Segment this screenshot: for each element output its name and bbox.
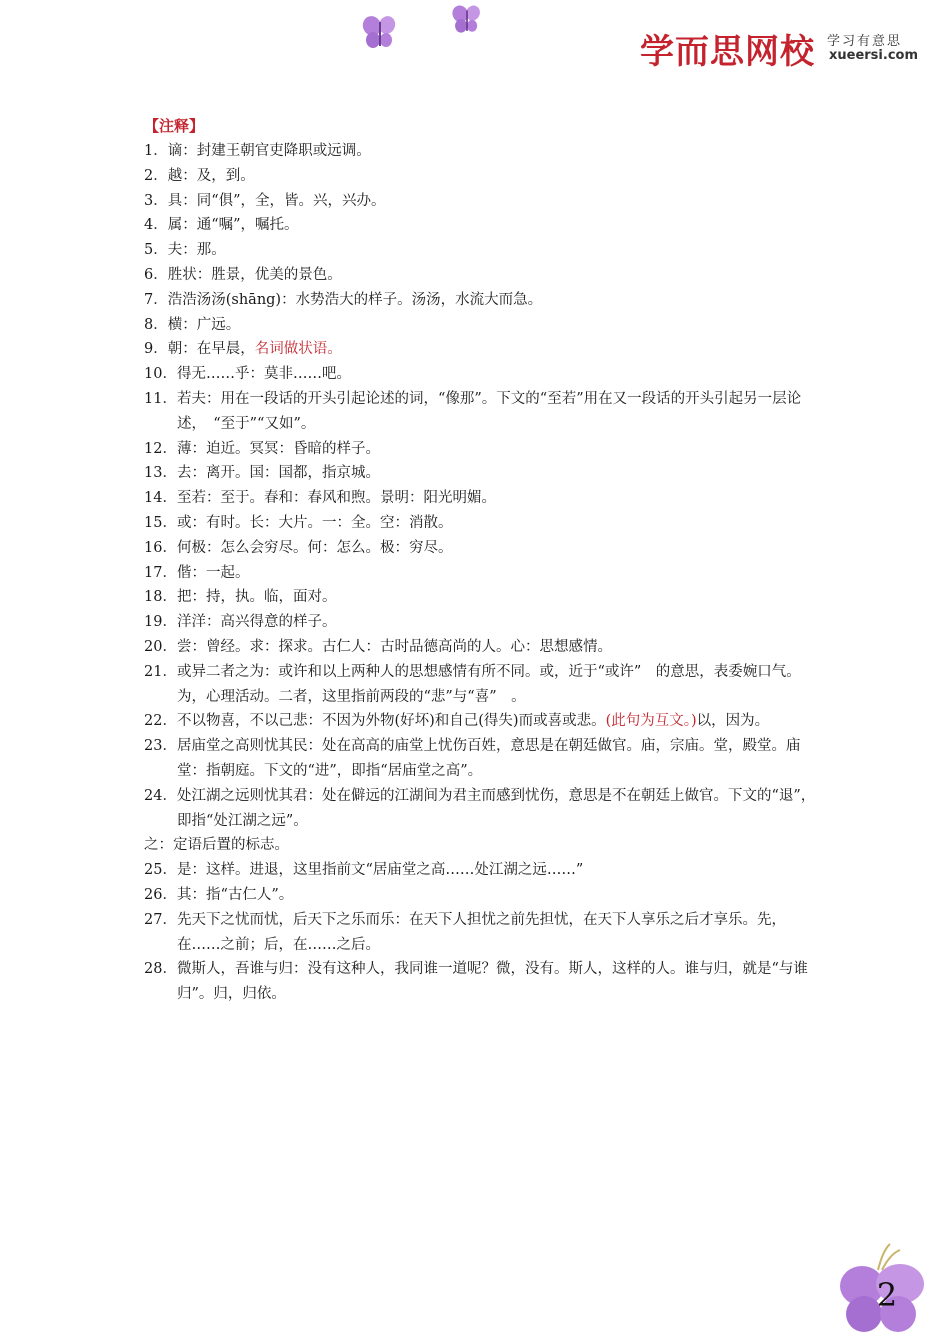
note-number: 23．	[144, 738, 177, 755]
page-number: 2	[876, 1276, 898, 1314]
note-body	[177, 387, 819, 437]
section-title: 【注释】	[144, 117, 205, 135]
note-body	[177, 511, 819, 536]
note-item	[144, 437, 819, 462]
note-number: 1．	[144, 143, 168, 159]
note-number: 21．	[144, 663, 177, 680]
note-text: 偕：一起。	[176, 564, 250, 581]
note-number: 4．	[144, 217, 168, 234]
note-body	[177, 883, 819, 908]
note-body	[144, 833, 819, 858]
note-item	[144, 957, 819, 1007]
note-body	[177, 957, 819, 1007]
note-number: 6．	[144, 266, 168, 283]
note-item	[144, 908, 819, 958]
note-number: 13．	[144, 465, 177, 482]
butterfly-icon	[450, 2, 484, 36]
note-number: 10．	[144, 366, 177, 383]
note-number: 22．	[144, 713, 177, 730]
note-text: 横：广远。	[167, 316, 241, 333]
note-item	[144, 660, 819, 710]
note-body	[168, 238, 819, 263]
note-number: 7．	[144, 291, 168, 308]
butterfly-icon	[360, 12, 400, 52]
note-item	[144, 461, 819, 486]
note-text: 谪：封建王朝官吏降职或远调。	[167, 143, 371, 159]
note-number: 19．	[144, 614, 177, 631]
note-text: 薄：迫近。冥冥：昏暗的样子。	[176, 440, 380, 457]
note-body	[177, 734, 819, 784]
note-body	[168, 139, 819, 164]
note-item	[144, 362, 819, 387]
note-body	[177, 536, 819, 561]
note-text: 居庙堂之高则忧其民：处在高高的庙堂上忧伤百姓，意思是在朝廷做官。庙，宗庙。堂，殿堂。庙堂：指朝庭。下文的“进”，即指“居庙堂之高”。	[176, 738, 801, 779]
note-number: 11．	[144, 390, 177, 407]
note-text: 先天下之忧而忧，后天下之乐而乐：在天下人担忧之前先担忧，在天下人享乐之后才享乐。先，在……之前；后，在……之后。	[176, 911, 786, 953]
note-body	[177, 709, 819, 734]
note-text: 或：有时。长：大片。一：全。空：消散。	[176, 514, 453, 531]
note-body	[168, 164, 819, 189]
note-item	[144, 238, 819, 263]
note-number: 26．	[144, 886, 177, 903]
note-number: 18．	[144, 589, 177, 606]
note-item	[144, 139, 819, 164]
note-number: 16．	[144, 539, 177, 556]
note-body	[168, 337, 819, 362]
note-item	[144, 189, 819, 214]
note-text: 或异二者之为：或许和以上两种人的思想感情有所不同。或，近于“或许” 的意思，表委婉口气。为，心理活动。二者，这里指前两段的“悲”与“喜” 。	[176, 663, 801, 705]
note-text: 是：这样。进退，这里指前文“居庙堂之高……处江湖之远……”	[176, 862, 584, 879]
note-number: 8．	[144, 316, 168, 333]
note-body	[168, 263, 819, 288]
note-body	[177, 635, 819, 660]
note-text: 洋洋：高兴得意的样子。	[176, 614, 337, 631]
note-item	[144, 784, 819, 834]
note-text: 尝：曾经。求：探求。古仁人：古时品德高尚的人。心：思想感情。	[176, 638, 612, 655]
note-item	[144, 536, 819, 561]
note-item	[144, 164, 819, 189]
note-number: 17．	[144, 564, 177, 581]
note-number: 5．	[144, 242, 168, 259]
note-text: 夫：那。	[167, 242, 226, 259]
note-item	[144, 585, 819, 610]
note-body	[168, 189, 819, 214]
note-number: 25．	[144, 862, 177, 879]
note-number: 28．	[144, 961, 177, 978]
note-text: 至若：至于。春和：春风和煦。景明：阳光明媚。	[176, 490, 496, 507]
note-text: 越：及，到。	[167, 167, 255, 184]
note-number: 2．	[144, 167, 168, 184]
note-number: 9．	[144, 341, 168, 358]
note-item	[144, 833, 819, 858]
note-text: 朝：在早晨，	[167, 341, 255, 358]
note-item	[144, 511, 819, 536]
note-item	[144, 387, 819, 437]
note-body	[177, 660, 819, 710]
note-item	[144, 337, 819, 362]
note-item	[144, 610, 819, 635]
note-text: 之：定语后置的标志。	[144, 837, 289, 854]
note-body	[177, 585, 819, 610]
note-text: 若夫：用在一段话的开头引起论述的词，“像那”。下文的“至若”用在又一段话的开头引起另一层论述， “至于”“又如”。	[176, 390, 802, 432]
note-text: 何极：怎么会穷尽。何：怎么。极：穷尽。	[176, 539, 453, 556]
note-body	[168, 313, 819, 338]
note-text: 不以物喜，不以己悲：不因为外物(好坏)和自己(得失)而或喜或悲。	[176, 713, 606, 730]
brand-domain: xueersi.com	[829, 48, 919, 63]
note-item	[144, 709, 819, 734]
note-item	[144, 635, 819, 660]
note-text: 浩浩汤汤(shāng)：水势浩大的样子。汤汤，水流大而急。	[167, 291, 543, 308]
note-number: 15．	[144, 514, 177, 531]
note-body	[177, 461, 819, 486]
note-item	[144, 858, 819, 883]
note-text: 去：离开。国：国都，指京城。	[176, 465, 380, 482]
note-number: 12．	[144, 440, 177, 457]
note-highlight: (此句为互文。)	[605, 713, 697, 730]
annotations-section	[144, 114, 819, 1007]
note-item	[144, 213, 819, 238]
note-body	[177, 908, 819, 958]
note-body	[177, 362, 819, 387]
note-number: 27．	[144, 911, 177, 928]
note-number: 14．	[144, 490, 177, 507]
note-body	[177, 486, 819, 511]
note-number: 3．	[144, 192, 168, 209]
note-item	[144, 561, 819, 586]
note-text: 得无……乎：莫非……吧。	[176, 366, 351, 383]
note-text: 具：同“俱”，全，皆。兴，兴办。	[167, 192, 386, 209]
note-text: 胜状：胜景，优美的景色。	[167, 266, 342, 283]
note-number: 20．	[144, 638, 177, 655]
note-text-after: 以，因为。	[696, 713, 770, 730]
note-body	[168, 288, 819, 313]
notes-list	[144, 139, 819, 1007]
note-text: 把：持，执。临，面对。	[176, 589, 337, 606]
note-item	[144, 313, 819, 338]
note-body	[168, 213, 819, 238]
note-body	[177, 561, 819, 586]
note-highlight: 名词做状语。	[254, 341, 342, 358]
brand-slogan: 学习有意思	[827, 34, 903, 49]
note-number: 24．	[144, 787, 177, 804]
note-text: 其：指“古仁人”。	[176, 886, 294, 903]
brand-name: 学而思网校	[640, 32, 815, 72]
note-item	[144, 734, 819, 784]
note-text: 处江湖之远则忧其君：处在僻远的江湖间为君主而感到忧伤，意思是不在朝廷上做官。下文的“退”，即指“处江湖之远”。	[176, 787, 816, 829]
note-text: 属：通“嘱”，嘱托。	[167, 217, 299, 234]
note-item	[144, 288, 819, 313]
note-body	[177, 437, 819, 462]
note-body	[177, 610, 819, 635]
note-text: 微斯人，吾谁与归：没有这种人，我同谁一道呢？微，没有。斯人，这样的人。谁与归，就是“与谁归”。归，归依。	[176, 961, 808, 1003]
note-item	[144, 486, 819, 511]
note-body	[177, 784, 819, 834]
note-body	[177, 858, 819, 883]
note-item	[144, 263, 819, 288]
note-item	[144, 883, 819, 908]
